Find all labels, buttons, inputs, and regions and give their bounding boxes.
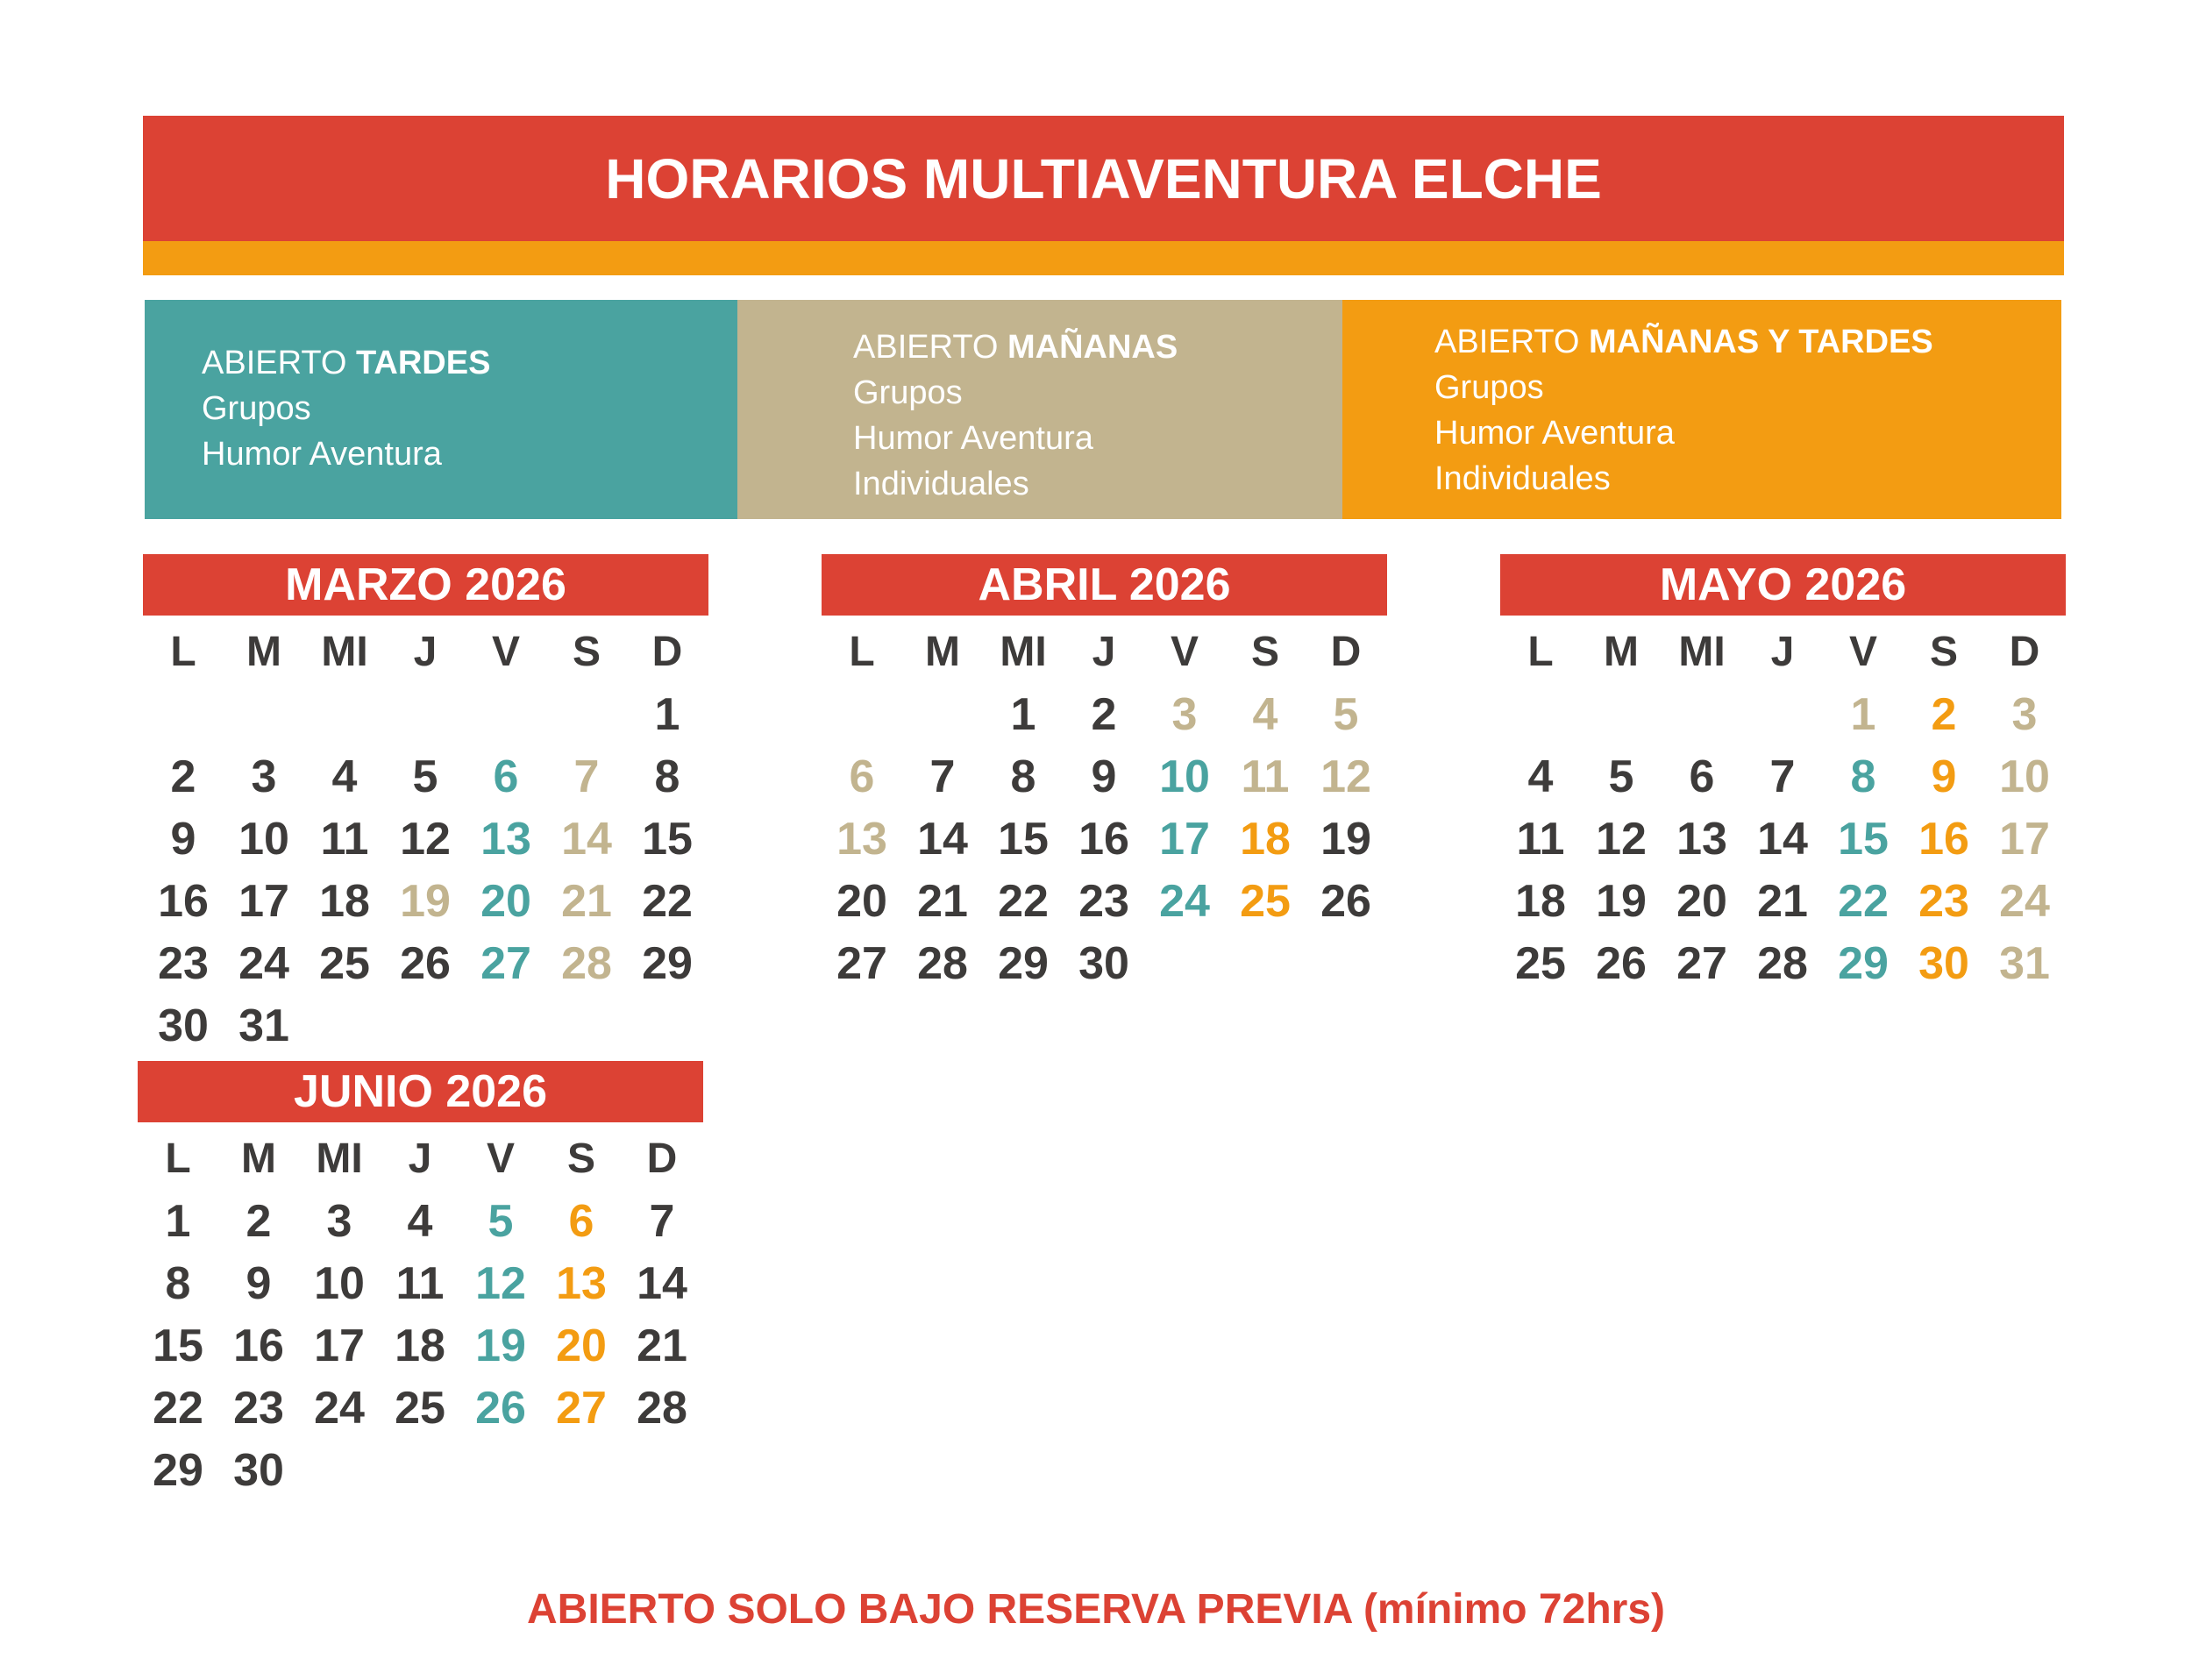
day-cell: 10: [1999, 751, 2050, 802]
empty-cell: [304, 683, 385, 745]
day-cell: 13: [480, 813, 531, 865]
day-cell: 24: [1159, 875, 1210, 927]
empty-cell: [822, 683, 902, 745]
day-cell: 30: [158, 1000, 209, 1051]
day-cell: 30: [1918, 937, 1969, 989]
day-cell: 7: [649, 1195, 675, 1247]
day-cell: 16: [1918, 813, 1969, 865]
day-cell: 8: [1010, 751, 1036, 802]
day-cell: 24: [238, 937, 289, 989]
month-header: JUNIO 2026: [138, 1061, 703, 1122]
day-cell: 18: [395, 1320, 445, 1371]
weekday-label: MI: [1000, 629, 1047, 675]
day-cell: 6: [568, 1195, 594, 1247]
day-cell: 9: [170, 813, 196, 865]
day-cell: 8: [654, 751, 680, 802]
day-cell: 28: [637, 1382, 687, 1434]
day-cell: 4: [331, 751, 358, 802]
page-title: HORARIOS MULTIAVENTURA ELCHE: [143, 116, 2064, 241]
month-header: ABRIL 2026: [822, 554, 1387, 616]
weekday-label: V: [491, 629, 520, 675]
day-cell: 6: [493, 751, 519, 802]
day-cell: 2: [246, 1195, 272, 1247]
day-cell: 7: [1769, 751, 1796, 802]
day-cell: 9: [1091, 751, 1117, 802]
legend-bold: TARDES: [356, 345, 491, 381]
day-cell: 8: [165, 1257, 191, 1309]
day-cell: 21: [1757, 875, 1808, 927]
day-cell: 31: [1999, 937, 2050, 989]
day-cell: 8: [1850, 751, 1876, 802]
day-cell: 22: [998, 875, 1049, 927]
weekday-label: MI: [321, 629, 368, 675]
day-cell: 9: [246, 1257, 272, 1309]
weekday-label: J: [413, 629, 438, 675]
day-cell: 21: [917, 875, 968, 927]
day-cell: 30: [233, 1444, 284, 1496]
day-cell: 19: [1596, 875, 1647, 927]
weekday-label: D: [2009, 629, 2040, 675]
legend-line: Grupos: [853, 374, 963, 411]
day-cell: 23: [233, 1382, 284, 1434]
legend-line: Humor Aventura: [202, 436, 442, 473]
day-cell: 17: [1159, 813, 1210, 865]
day-cell: 6: [1689, 751, 1715, 802]
day-cell: 2: [1091, 688, 1117, 740]
weekday-label: D: [646, 1135, 678, 1182]
day-cell: 20: [1676, 875, 1727, 927]
day-cell: 10: [1159, 751, 1210, 802]
day-cell: 11: [320, 813, 369, 865]
weekday-label: L: [170, 629, 196, 675]
day-cell: 23: [158, 937, 209, 989]
day-cell: 26: [475, 1382, 526, 1434]
legend-prefix: ABIERTO: [853, 329, 1007, 366]
empty-cell: [902, 683, 983, 745]
day-cell: 23: [1078, 875, 1129, 927]
month-header: MARZO 2026: [143, 554, 708, 616]
day-cell: 29: [998, 937, 1049, 989]
day-cell: 25: [1515, 937, 1566, 989]
legend-heading: [202, 340, 737, 386]
empty-cell: [385, 683, 466, 745]
weekday-label: MI: [316, 1135, 363, 1182]
legend-line: Humor Aventura: [1434, 415, 1675, 452]
empty-cell: [1500, 683, 1581, 745]
day-cell: 14: [637, 1257, 687, 1309]
day-cell: 15: [1838, 813, 1889, 865]
day-cell: 3: [2011, 688, 2038, 740]
day-cell: 14: [561, 813, 612, 865]
calendar-grid: [143, 621, 708, 1057]
weekday-label: S: [566, 1135, 595, 1182]
empty-cell: [466, 683, 546, 745]
day-cell: 7: [573, 751, 600, 802]
day-cell: 20: [836, 875, 887, 927]
weekday-label: MI: [1678, 629, 1726, 675]
day-cell: 28: [917, 937, 968, 989]
day-cell: 16: [233, 1320, 284, 1371]
legend-bold: MAÑANAS Y TARDES: [1589, 324, 1933, 360]
day-cell: 27: [556, 1382, 607, 1434]
day-cell: 17: [1999, 813, 2050, 865]
day-cell: 11: [1516, 813, 1565, 865]
weekday-label: M: [1604, 629, 1639, 675]
weekday-label: J: [1092, 629, 1116, 675]
day-cell: 26: [1596, 937, 1647, 989]
empty-cell: [546, 683, 627, 745]
day-cell: 27: [480, 937, 531, 989]
day-cell: 16: [158, 875, 209, 927]
legend-heading: [1434, 319, 2061, 365]
day-cell: 24: [314, 1382, 365, 1434]
day-cell: 19: [400, 875, 451, 927]
calendar-grid: [138, 1128, 702, 1501]
calendar-grid: [1500, 621, 2065, 994]
day-cell: 15: [642, 813, 693, 865]
day-cell: 31: [238, 1000, 289, 1051]
empty-cell: [1742, 683, 1823, 745]
legend-bold: MAÑANAS: [1007, 329, 1178, 366]
day-cell: 5: [488, 1195, 514, 1247]
legend-line: Grupos: [1434, 369, 1544, 406]
day-cell: 22: [1838, 875, 1889, 927]
title-stripe: [143, 241, 2064, 275]
day-cell: 12: [1596, 813, 1647, 865]
weekday-label: S: [572, 629, 601, 675]
legend-mananas-y-tardes: [1342, 300, 2061, 519]
day-cell: 16: [1078, 813, 1129, 865]
calendar-grid: [822, 621, 1386, 994]
day-cell: 13: [556, 1257, 607, 1309]
legend-line: Individuales: [853, 466, 1029, 502]
weekday-label: V: [1848, 629, 1877, 675]
weekday-label: L: [1527, 629, 1554, 675]
day-cell: 27: [836, 937, 887, 989]
day-cell: 15: [153, 1320, 203, 1371]
legend-heading: [853, 324, 1342, 370]
day-cell: 5: [412, 751, 438, 802]
day-cell: 22: [642, 875, 693, 927]
legend-prefix: ABIERTO: [1434, 324, 1589, 360]
weekday-label: J: [408, 1135, 432, 1182]
day-cell: 10: [314, 1257, 365, 1309]
day-cell: 17: [314, 1320, 365, 1371]
day-cell: 1: [1850, 688, 1876, 740]
day-cell: 19: [475, 1320, 526, 1371]
day-cell: 25: [1240, 875, 1291, 927]
day-cell: 18: [1515, 875, 1566, 927]
weekday-label: M: [246, 629, 281, 675]
legend-line: Humor Aventura: [853, 420, 1093, 457]
day-cell: 5: [1333, 688, 1359, 740]
weekday-label: J: [1770, 629, 1795, 675]
legend-prefix: ABIERTO: [202, 345, 356, 381]
day-cell: 29: [153, 1444, 203, 1496]
day-cell: 26: [1320, 875, 1371, 927]
day-cell: 28: [1757, 937, 1808, 989]
weekday-label: M: [925, 629, 960, 675]
day-cell: 4: [1527, 751, 1554, 802]
day-cell: 30: [1078, 937, 1129, 989]
day-cell: 26: [400, 937, 451, 989]
day-cell: 13: [836, 813, 887, 865]
day-cell: 2: [1931, 688, 1957, 740]
day-cell: 12: [400, 813, 451, 865]
weekday-label: M: [241, 1135, 276, 1182]
day-cell: 17: [238, 875, 289, 927]
weekday-label: V: [486, 1135, 515, 1182]
weekday-label: D: [1330, 629, 1362, 675]
day-cell: 19: [1320, 813, 1371, 865]
day-cell: 10: [238, 813, 289, 865]
day-cell: 11: [1241, 751, 1290, 802]
day-cell: 3: [251, 751, 277, 802]
day-cell: 24: [1999, 875, 2050, 927]
day-cell: 11: [395, 1257, 445, 1309]
weekday-label: D: [651, 629, 683, 675]
day-cell: 20: [556, 1320, 607, 1371]
day-cell: 3: [1171, 688, 1198, 740]
day-cell: 2: [170, 751, 196, 802]
day-cell: 29: [642, 937, 693, 989]
empty-cell: [1662, 683, 1742, 745]
weekday-label: V: [1170, 629, 1199, 675]
day-cell: 21: [561, 875, 612, 927]
day-cell: 25: [395, 1382, 445, 1434]
weekday-label: S: [1929, 629, 1958, 675]
legend-mananas: [737, 300, 1342, 519]
day-cell: 13: [1676, 813, 1727, 865]
weekday-label: L: [849, 629, 875, 675]
weekday-label: S: [1250, 629, 1279, 675]
day-cell: 14: [1757, 813, 1808, 865]
day-cell: 3: [326, 1195, 352, 1247]
day-cell: 1: [165, 1195, 191, 1247]
day-cell: 12: [475, 1257, 526, 1309]
month-header: MAYO 2026: [1500, 554, 2066, 616]
day-cell: 27: [1676, 937, 1727, 989]
day-cell: 4: [1252, 688, 1278, 740]
empty-cell: [1581, 683, 1662, 745]
day-cell: 29: [1838, 937, 1889, 989]
day-cell: 18: [1240, 813, 1291, 865]
day-cell: 7: [929, 751, 956, 802]
day-cell: 12: [1320, 751, 1371, 802]
day-cell: 20: [480, 875, 531, 927]
empty-cell: [143, 683, 224, 745]
day-cell: 5: [1608, 751, 1634, 802]
day-cell: 6: [849, 751, 875, 802]
day-cell: 25: [319, 937, 370, 989]
day-cell: 1: [654, 688, 680, 740]
day-cell: 23: [1918, 875, 1969, 927]
empty-cell: [224, 683, 304, 745]
day-cell: 15: [998, 813, 1049, 865]
day-cell: 14: [917, 813, 968, 865]
day-cell: 18: [319, 875, 370, 927]
day-cell: 22: [153, 1382, 203, 1434]
legend-line: Grupos: [202, 390, 311, 427]
day-cell: 1: [1010, 688, 1036, 740]
day-cell: 28: [561, 937, 612, 989]
legend-line: Individuales: [1434, 460, 1611, 497]
day-cell: 4: [407, 1195, 433, 1247]
reservation-note: ABIERTO SOLO BAJO RESERVA PREVIA (mínimo 72hrs): [526, 1586, 1665, 1633]
day-cell: 21: [637, 1320, 687, 1371]
weekday-label: L: [165, 1135, 191, 1182]
day-cell: 9: [1931, 751, 1957, 802]
legend-tardes: [145, 300, 737, 519]
